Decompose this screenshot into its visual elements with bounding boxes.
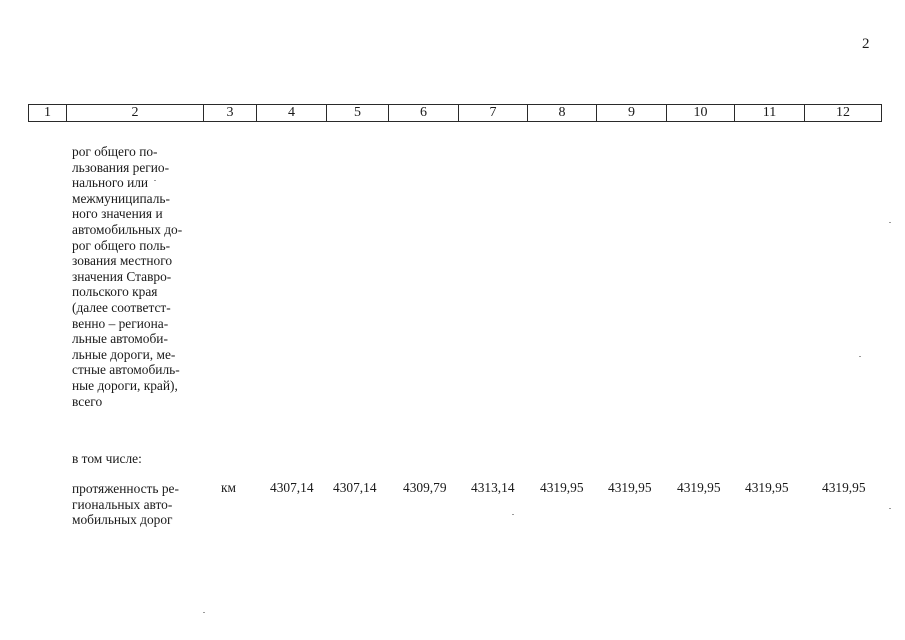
desc-line: мобильных дорог (72, 512, 173, 528)
desc-line: рог общего поль- (72, 237, 171, 253)
header-col-6: 6 (389, 105, 459, 122)
desc-line: ные дороги, край), (72, 377, 178, 393)
row-including-label: в том числе: (72, 451, 142, 466)
desc-line: значения Ставро- (72, 268, 172, 284)
header-col-11: 11 (735, 105, 805, 122)
scan-speck (889, 508, 891, 509)
header-col-1: 1 (29, 105, 67, 122)
cell-value-col-4: 4307,14 (270, 480, 314, 495)
header-col-2: 2 (67, 105, 204, 122)
scan-speck (512, 514, 514, 515)
desc-line: нального или (72, 175, 149, 191)
cell-value-col-6: 4309,79 (403, 480, 447, 495)
desc-line: льные дороги, ме- (72, 346, 176, 362)
cell-value-col-12: 4319,95 (822, 480, 866, 495)
page-number: 2 (862, 36, 870, 52)
header-col-9: 9 (597, 105, 667, 122)
scan-speck (889, 222, 891, 223)
row-description-main (72, 144, 199, 409)
scan-speck (203, 612, 205, 613)
desc-line: всего (72, 393, 103, 409)
cell-value-col-7: 4313,14 (471, 480, 515, 495)
desc-line: гиональных авто- (72, 496, 173, 512)
desc-line: (далее соответст- (72, 299, 171, 315)
cell-value-col-9: 4319,95 (608, 480, 652, 495)
desc-line: рог общего по- (72, 144, 158, 159)
header-col-5: 5 (327, 105, 389, 122)
header-col-12: 12 (805, 105, 882, 122)
header-col-10: 10 (667, 105, 735, 122)
desc-line: польского края (72, 284, 158, 300)
desc-line: льные автомоби- (72, 331, 168, 347)
column-number-header (28, 104, 882, 122)
desc-line: автомобильных до- (72, 221, 183, 237)
cell-value-col-11: 4319,95 (745, 480, 789, 495)
desc-line: зования местного (72, 253, 173, 269)
row-description-length (72, 481, 199, 528)
scan-speck (859, 356, 861, 357)
cell-value-col-10: 4319,95 (677, 480, 721, 495)
header-col-8: 8 (528, 105, 597, 122)
header-col-4: 4 (257, 105, 327, 122)
desc-line: ного значения и (72, 206, 163, 222)
cell-value-col-5: 4307,14 (333, 480, 377, 495)
header-col-7: 7 (459, 105, 528, 122)
desc-line: венно – региона- (72, 315, 169, 331)
cell-value-col-8: 4319,95 (540, 480, 584, 495)
scan-speck (154, 180, 156, 181)
desc-line: межмуниципаль- (72, 190, 170, 206)
header-col-3: 3 (204, 105, 257, 122)
desc-line: льзования регио- (72, 159, 170, 175)
cell-unit: км (221, 480, 236, 495)
desc-line: протяженность ре- (72, 481, 179, 496)
desc-line: стные автомобиль- (72, 362, 180, 378)
